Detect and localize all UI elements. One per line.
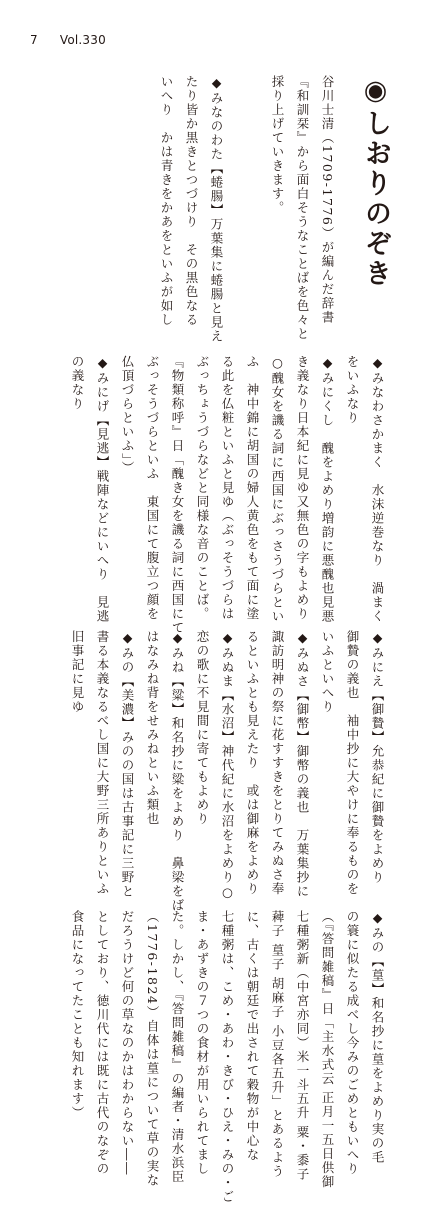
intro-line-2: 『和訓栞』から面白そうなことばを色々と	[295, 75, 310, 341]
entry-line: 諏訪明神の祭に花すすきをとりてみぬさ奉	[270, 630, 285, 896]
entry-line: ◆みね【粱】和名抄に粱をよめり 鼻梁をば	[170, 630, 185, 913]
entry-line: たり皆か黒きとつづけり その黒色なる	[184, 75, 199, 327]
entry-line: ◆みの【美濃】みのの国は古事記に三野と	[120, 630, 135, 899]
entry-line: ◆みにくし 醜をよめり増韵に悪醜也見悪	[320, 355, 335, 624]
entry-line: （『答問雑稿』日「主水式云 正月一五日供御	[320, 910, 335, 1190]
section-title: ◉しおりのぞき	[360, 75, 391, 289]
entry-line: いへり かは青きをかあをといふが如し	[159, 75, 174, 327]
entry-line: ◆みぬま【水沼】神代紀に水沼をよめり○	[220, 630, 235, 901]
entry-line: いふといへり	[320, 630, 335, 714]
page-header	[30, 33, 106, 47]
entry-line: はなみね背をせみねといふ類也	[145, 630, 160, 826]
entry-line: の簑に似たる成べし今みのごめともいへり	[345, 910, 360, 1176]
article-block-1	[50, 75, 391, 344]
entry-line: るといふとも見えたり 或は御麻をよめり	[245, 630, 260, 896]
article-block-2	[50, 355, 390, 635]
entry-line: 七種粥は、こめ・あわ・きび・ひえ・みの・ご	[220, 910, 235, 1204]
entry-line: 薭子 葟子 胡麻子 小豆各五升」とあるよう	[270, 910, 285, 1179]
entry-line: としており、徳川代には既に古代のなぞの	[95, 910, 110, 1176]
article-block-3	[50, 630, 390, 913]
entry-line: だろうけど何の草なのかはわからない――	[120, 910, 135, 1176]
page-number: 7	[30, 33, 38, 47]
entry-line: に、古くは朝廷で出されて穀物が中心な	[245, 910, 260, 1162]
entry-line: 旧事記に見ゆ	[70, 630, 85, 714]
entry-line: 恋の歌に不見間に寄てもよめり	[195, 630, 210, 826]
entry-line: ぶっそうづらといふ 東国にて腹立つ顔を	[145, 355, 160, 621]
entry-line: ◆みなわさかまく 水沫逆巻なり 渦まく	[370, 355, 385, 624]
entry-line: ◆みにえ【御贄】允恭紀に御贄をよめり	[370, 630, 385, 885]
entry-line: ふ 神中錦に胡国の婦人黄色をもて面に塗	[245, 355, 260, 621]
entry-line: ぶっちょうづらなどと同様な音のことば。	[195, 355, 210, 621]
entry-line: ま・あずきの７つの食材が用いられてまし	[195, 910, 210, 1176]
volume-label: Vol.330	[59, 33, 106, 47]
entry-line: （1776-1824）自体は葟について草の実な	[145, 910, 160, 1188]
entry-line: ◆みぬさ【御幣】御幣の義也 万葉集抄に	[295, 630, 310, 899]
entry-line: 食品になってたことも知れます）	[70, 910, 85, 1120]
entry-line: ◆みの【葟】和名抄に葟をよめり実の毛	[370, 910, 385, 1165]
entry-line: をいふなり	[345, 355, 360, 425]
entry-line: の義なり	[70, 355, 85, 411]
entry-line: ○醜女を譏る詞に西国にぶっさうづらとい	[270, 355, 285, 624]
entry-line: た。しかし、『答問雑稿』の編者・清水浜臣	[170, 910, 185, 1184]
entry-line: 書る本義なるべし国に大野三所ありといふ	[95, 630, 110, 896]
entry-line: ◆みにげ【見逃】戦陣などにいへり 見逃	[95, 355, 110, 624]
entry-line: 七種粥新（中宮亦同）米一斗五升 粟・黍子	[295, 910, 310, 1182]
entry-line: 御贄の義也 袖中抄に大やけに奉るものを	[345, 630, 360, 896]
entry-line: る此を仏粧といふと見ゆ（ぶっそうづらは	[220, 355, 235, 621]
entry-line: き義なり日本紀に見ゆ又無色の字もよめり	[295, 355, 310, 621]
article-block-4	[50, 910, 390, 1204]
entry-line: ◆みなのわた【蜷腸】万葉集に蜷腸と見え	[209, 75, 224, 344]
entry-line: 仏頂づらといふ」）	[120, 355, 135, 475]
intro-line-1: 谷川士清（1709-1776）が編んだ辞書	[320, 75, 335, 325]
intro-line-3: 採り上げていきます。	[270, 75, 285, 215]
entry-line: 『物類称呼』日「醜き女を譏る詞に西国にて	[170, 355, 185, 635]
